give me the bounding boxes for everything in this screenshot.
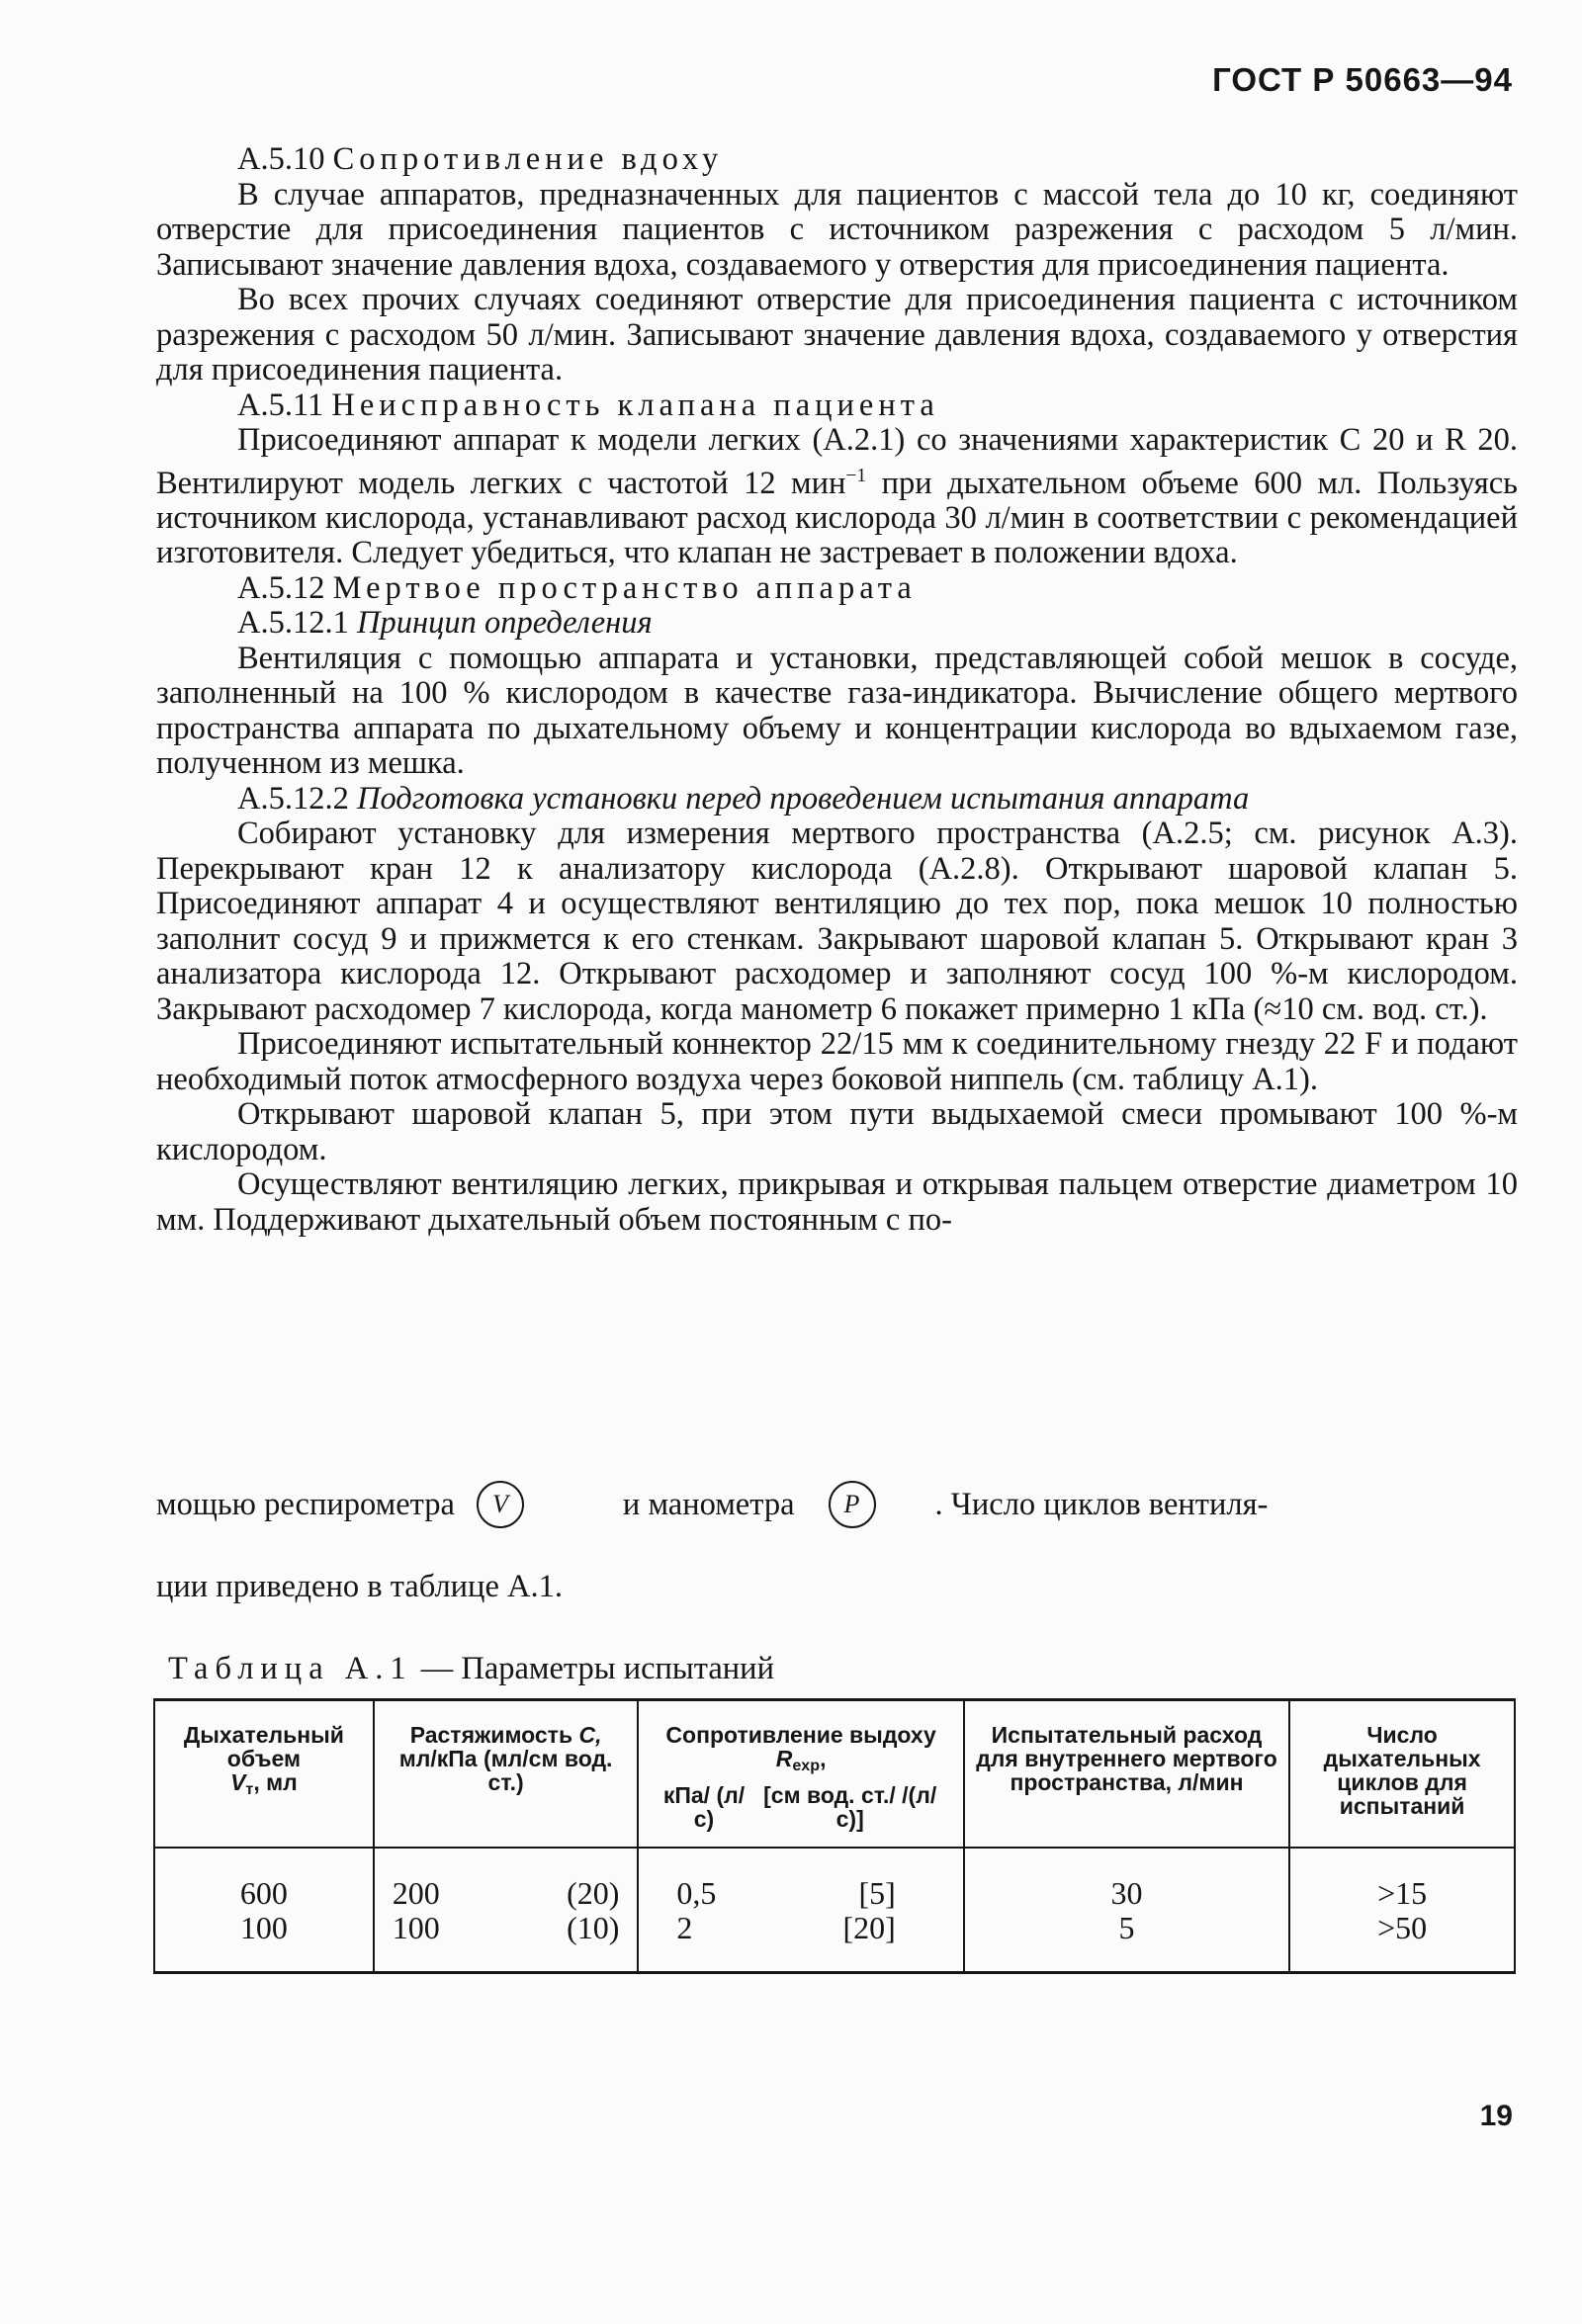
paragraph: Вентиляция с помощью аппарата и установки, представляющей собой мешок в сосуде, заполненный на 100 % кислородом в качестве газа-индикатора. Вычисление общего мертвого пространства аппарата по дыхательному объему и концентрации кислорода во вдыхаемом газе, полученном из мешка. xyxy=(156,640,1518,782)
symbol-line: мощью респирометра V и манометра P . Число циклов вентиля- xyxy=(156,1470,1518,1539)
paragraph: Присоединяют испытательный коннектор 22/15 мм к соединительному гнезду 22 F и подают необходимый поток атмосферного воздуха через боковой ниппель (см. таблицу А.1). xyxy=(156,1026,1518,1097)
table-body-row xyxy=(154,1848,1515,1973)
subsection-heading-a5122: А.5.12.2 Подготовка установки перед проведением испытания аппарата xyxy=(237,780,1250,817)
section-heading-a510: А.5.10 Сопротивление вдоху xyxy=(237,141,724,177)
parameters-table xyxy=(153,1698,1516,1974)
cell-resistance: 0,5 [5] 2 [20] xyxy=(638,1848,963,1973)
respirometer-symbol-icon: V xyxy=(477,1481,524,1528)
cell-volume: 600 100 xyxy=(154,1848,374,1973)
header-resistance: Сопротивление выдоху $R_{exp}$, кПа/ (л/с) [см вод. ст./ /(л/с)] xyxy=(638,1700,963,1849)
section-heading-a512: А.5.12 Мертвое пространство аппарата xyxy=(237,569,917,606)
paragraph: Во всех прочих случаях соединяют отверстие для присоединения пациента с источником разрежения с расходом 50 л/мин. Записывают значение давления вдоха, создаваемого у отверстия для присоединения пациента. xyxy=(156,282,1518,387)
cell-cycles: >15 >50 xyxy=(1289,1848,1515,1973)
header-volume: Дыхательный объем $V_т$, мл xyxy=(154,1700,374,1849)
page-number: 19 xyxy=(1479,2100,1513,2132)
header-cycles: Число дыхательных циклов для испытаний xyxy=(1289,1700,1515,1849)
section-heading-a511: А.5.11 Неисправность клапана пациента xyxy=(237,387,939,423)
paragraph: В случае аппаратов, предназначенных для пациентов с массой тела до 10 кг, соединяют отверстие для присоединения пациентов с источником разрежения с расходом 5 л/мин. Записывают значение давления вдоха, создаваемого у отверстия для присоединения пациента. xyxy=(156,176,1518,283)
cell-compliance: 200 (20) 100 (10) xyxy=(374,1848,639,1973)
cell-flow: 30 5 xyxy=(964,1848,1289,1973)
table-header-row xyxy=(154,1700,1515,1849)
paragraph: Присоединяют аппарат к модели легких (А.2.1) со значениями характеристик С 20 и R 20. Вентилируют модель легких с частотой 12 мин$^{-1}$ при дыхательном объеме 600 мл. Пользуясь источником кислорода, устанавливают расход кислорода 30 л/мин в соответствии с рекомендацией изготовителя. Следует убедиться, что клапан не застревает в положении вдоха. xyxy=(156,422,1518,571)
subsection-heading-a5121: А.5.12.1 Принцип определения xyxy=(237,605,653,642)
table-caption: Таблица А.1 — Параметры испытаний xyxy=(168,1651,774,1686)
body-text xyxy=(156,142,1518,1238)
manometer-symbol-icon: P xyxy=(829,1481,876,1528)
header-compliance: Растяжимость C, мл/кПа (мл/см вод. ст.) xyxy=(374,1700,639,1849)
document-header: ГОСТ Р 50663—94 xyxy=(1212,61,1513,98)
paragraph: Осуществляют вентиляцию легких, прикрывая и открывая пальцем отверстие диаметром 10 мм. Поддерживают дыхательный объем постоянным с по- xyxy=(156,1166,1518,1238)
header-flow: Испытательный расход для внутреннего мертвого пространства, л/мин xyxy=(964,1700,1289,1849)
paragraph: Собирают установку для измерения мертвого пространства (А.2.5; см. рисунок А.3). Перекрывают кран 12 к анализатору кислорода (А.2.8). Открывают шаровой клапан 5. Присоединяют аппарат 4 и осуществляют вентиляцию до тех пор, пока мешок 10 полностью заполнит сосуд 9 и прижмется к его стенкам. Закрывают шаровой клапан 5. Открывают кран 3 анализатора кислорода 12. Открывают расходомер и заполняют сосуд 100 %-м кислородом. Закрывают расходомер 7 кислорода, когда манометр 6 покажет примерно 1 кПа (≈10 см. вод. ст.). xyxy=(156,816,1518,1027)
paragraph-tail: ции приведено в таблице А.1. xyxy=(156,1569,563,1604)
paragraph: Открывают шаровой клапан 5, при этом пути выдыхаемой смеси промывают 100 %-м кислородом. xyxy=(156,1096,1518,1167)
